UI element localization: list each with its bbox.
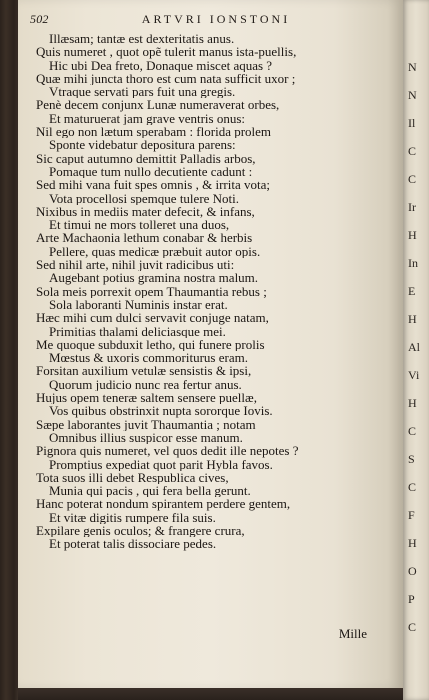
verse-line: Me quoque subduxit letho, qui funere prolis [36, 337, 265, 352]
verse-line: Hæc mihi cum dulci servavit conjuge natam, [36, 311, 269, 325]
adjacent-page-letter: N [408, 60, 417, 74]
verse-line: Vtraque servati pars fuit una gregis. [49, 85, 236, 99]
adjacent-page-letter: H [408, 228, 417, 242]
adjacent-page-letter: N [408, 88, 417, 102]
adjacent-page-letter: C [408, 620, 417, 634]
page-bottom-edge [18, 688, 403, 700]
verse-line: Hujus opem teneræ saltem sensere puellæ, [36, 391, 257, 405]
verse-line: Nixibus in mediis mater defecit, & infans, [36, 204, 255, 219]
verse-line: Forsitan auxilium vetulæ sensistis & ipsi, [36, 364, 252, 378]
verse-line: Illæsam; tantæ est dexteritatis anus. [49, 32, 235, 46]
adjacent-page-letter: Ir [408, 200, 416, 214]
verse-line: Et poterat talis dissociare pedes. [49, 537, 217, 551]
adjacent-page-letter: C [408, 172, 417, 186]
adjacent-page-letter: H [408, 312, 417, 326]
verse-block [36, 32, 391, 551]
adjacent-page-letter: In [408, 256, 418, 270]
verse-line: Nil ego non lætum sperabam : florida prolem [36, 125, 272, 139]
page-header [30, 12, 390, 30]
adjacent-page-letter: O [408, 564, 417, 578]
verse-line: Promptius expediat quot parit Hybla favos. [49, 457, 273, 471]
adjacent-page-strip [403, 0, 429, 700]
adjacent-page-letter: C [408, 480, 417, 494]
catchword: Mille [338, 626, 367, 641]
adjacent-page-letter: F [408, 508, 415, 522]
verse-line: Omnibus illius suspicor esse manum. [49, 430, 243, 445]
verse-line: Mœstus & uxoris commoriturus eram. [49, 351, 248, 365]
verse-line: Quæ mihi juncta thoro est cum nata sufficit uxor ; [36, 71, 296, 86]
verse-line: Augebant potius gramina nostra malum. [49, 271, 259, 285]
verse-line: Pignora quis numeret, vel quos dedit ille nepotes ? [36, 444, 299, 458]
adjacent-page-letter: C [408, 144, 417, 158]
page-number: 502 [30, 12, 49, 26]
adjacent-page-letter: C [408, 424, 417, 438]
adjacent-page-letter: E [408, 284, 416, 298]
verse-line: Vos quibus obstrinxit nupta sororque Iovis. [49, 404, 273, 418]
verse-line: Hic ubi Dea freto, Donaque miscet aquas ? [49, 58, 273, 72]
adjacent-page-letter: Il [408, 116, 416, 130]
verse-line: Quorum judicio nunc rea fertur anus. [49, 377, 242, 392]
adjacent-page-letters [408, 0, 428, 700]
verse-line: Sed nihil arte, nihil juvit radicibus uti: [36, 258, 235, 272]
running-head: ARTVRI IONSTONI [141, 12, 291, 26]
verse-line: Tota suos illi debet Respublica cives, [36, 470, 229, 485]
verse-line: Sic caput autumno demittit Palladis arbos, [36, 151, 256, 165]
adjacent-page-letter: H [408, 536, 417, 550]
verse-line: Sola meis porrexit opem Thaumantia rebus ; [36, 284, 267, 298]
verse-line: Arte Machaonia lethum conabar & herbis [36, 231, 253, 245]
verse-line: Expilare genis oculos; & frangere crura, [36, 523, 245, 538]
verse-line: Pellere, quas medicæ præbuit autor opis. [49, 244, 261, 259]
verse-line: Vota procellosi spemque tulere Noti. [49, 191, 240, 205]
verse-line: Sola laboranti Numinis instar erat. [49, 297, 228, 312]
verse-line: Quis numeret , quot opẽ tulerit manus ista-puellis, [36, 45, 297, 59]
adjacent-page-letter: Vi [408, 368, 420, 382]
verse-line: Et vitæ digitis rumpere fila suis. [49, 510, 216, 524]
adjacent-page-letter: S [408, 452, 415, 466]
book-page [18, 0, 403, 688]
verse-line: Et timui ne mors tolleret una duos, [49, 218, 230, 232]
verse-line: Munia qui pacis , qui fera bella gerunt. [49, 484, 251, 498]
adjacent-page-letter: Al [408, 340, 420, 354]
adjacent-page-letter: P [408, 592, 415, 606]
verse-line: Sponte videbatur depositura parens: [49, 138, 236, 152]
adjacent-page-letter: H [408, 396, 417, 410]
verse-line: Hanc poterat nondum spirantem perdere gentem, [36, 497, 291, 511]
verse-line: Pomaque tum nullo decutiente cadunt : [49, 164, 253, 179]
verse-line: Et maturuerat jam grave ventris onus: [49, 111, 246, 126]
verse-line: Sæpe laborantes juvit Thaumantia ; notam [36, 417, 256, 431]
verse-line: Penè decem conjunx Lunæ numeraverat orbes, [36, 98, 280, 112]
verse-line: Sed mihi vana fuit spes omnis , & irrita vota; [36, 178, 270, 192]
verse-line: Primitias thalami deliciasque mei. [49, 324, 226, 338]
